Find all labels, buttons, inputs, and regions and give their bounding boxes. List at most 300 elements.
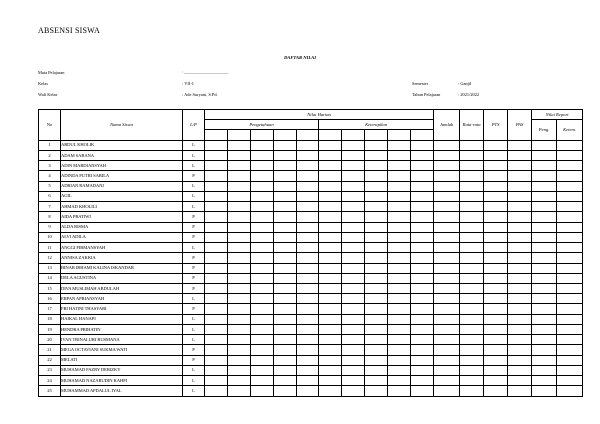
grade-cell[interactable] (251, 324, 274, 334)
grade-cell[interactable] (228, 335, 251, 345)
grade-cell[interactable] (251, 365, 274, 375)
grade-cell[interactable] (205, 253, 228, 263)
grade-cell[interactable] (557, 232, 583, 242)
grade-cell[interactable] (274, 314, 297, 324)
grade-cell[interactable] (460, 335, 484, 345)
grade-cell[interactable] (460, 294, 484, 304)
grade-cell[interactable] (484, 335, 508, 345)
grade-cell[interactable] (205, 355, 228, 365)
grade-cell[interactable] (251, 345, 274, 355)
grade-cell[interactable] (365, 355, 388, 365)
grade-cell[interactable] (342, 376, 365, 386)
grade-cell[interactable] (460, 191, 484, 201)
grade-cell[interactable] (297, 294, 319, 304)
grade-cell[interactable] (251, 202, 274, 212)
grade-cell[interactable] (484, 202, 508, 212)
grade-cell[interactable] (228, 161, 251, 171)
grade-cell[interactable] (388, 345, 411, 355)
grade-cell[interactable] (557, 181, 583, 191)
grade-cell[interactable] (434, 212, 460, 222)
grade-cell[interactable] (411, 181, 434, 191)
grade-cell[interactable] (557, 355, 583, 365)
grade-cell[interactable] (388, 232, 411, 242)
grade-cell[interactable] (274, 181, 297, 191)
grade-cell[interactable] (297, 243, 319, 253)
grade-cell[interactable] (532, 222, 557, 232)
grade-cell[interactable] (274, 365, 297, 375)
grade-cell[interactable] (460, 161, 484, 171)
grade-cell[interactable] (434, 314, 460, 324)
grade-cell[interactable] (251, 222, 274, 232)
grade-cell[interactable] (411, 324, 434, 334)
grade-cell[interactable] (388, 140, 411, 150)
grade-cell[interactable] (508, 253, 532, 263)
grade-cell[interactable] (411, 386, 434, 396)
grade-cell[interactable] (411, 202, 434, 212)
grade-cell[interactable] (274, 191, 297, 201)
grade-cell[interactable] (508, 263, 532, 273)
grade-cell[interactable] (388, 253, 411, 263)
grade-cell[interactable] (434, 283, 460, 293)
grade-cell[interactable] (434, 181, 460, 191)
grade-cell[interactable] (342, 140, 365, 150)
grade-cell[interactable] (508, 232, 532, 242)
grade-cell[interactable] (205, 161, 228, 171)
grade-cell[interactable] (228, 386, 251, 396)
grade-cell[interactable] (508, 150, 532, 160)
grade-cell[interactable] (274, 243, 297, 253)
grade-cell[interactable] (205, 324, 228, 334)
grade-cell[interactable] (319, 140, 342, 150)
grade-cell[interactable] (434, 386, 460, 396)
grade-cell[interactable] (205, 171, 228, 181)
grade-cell[interactable] (484, 355, 508, 365)
grade-cell[interactable] (388, 376, 411, 386)
grade-cell[interactable] (460, 273, 484, 283)
grade-cell[interactable] (297, 253, 319, 263)
grade-cell[interactable] (251, 253, 274, 263)
grade-cell[interactable] (205, 150, 228, 160)
grade-cell[interactable] (460, 253, 484, 263)
grade-cell[interactable] (365, 232, 388, 242)
grade-cell[interactable] (319, 150, 342, 160)
grade-cell[interactable] (532, 324, 557, 334)
grade-cell[interactable] (532, 150, 557, 160)
grade-cell[interactable] (508, 191, 532, 201)
grade-cell[interactable] (411, 304, 434, 314)
grade-cell[interactable] (365, 243, 388, 253)
grade-cell[interactable] (508, 222, 532, 232)
grade-cell[interactable] (460, 355, 484, 365)
grade-cell[interactable] (388, 202, 411, 212)
grade-cell[interactable] (508, 161, 532, 171)
grade-cell[interactable] (228, 171, 251, 181)
grade-cell[interactable] (297, 171, 319, 181)
grade-cell[interactable] (274, 376, 297, 386)
grade-cell[interactable] (532, 253, 557, 263)
grade-cell[interactable] (532, 283, 557, 293)
grade-cell[interactable] (228, 273, 251, 283)
grade-cell[interactable] (274, 150, 297, 160)
grade-cell[interactable] (557, 283, 583, 293)
grade-cell[interactable] (251, 171, 274, 181)
grade-cell[interactable] (228, 150, 251, 160)
grade-cell[interactable] (251, 150, 274, 160)
grade-cell[interactable] (388, 324, 411, 334)
grade-cell[interactable] (460, 345, 484, 355)
grade-cell[interactable] (508, 304, 532, 314)
grade-cell[interactable] (319, 232, 342, 242)
grade-cell[interactable] (484, 376, 508, 386)
grade-cell[interactable] (484, 191, 508, 201)
grade-cell[interactable] (508, 243, 532, 253)
grade-cell[interactable] (365, 161, 388, 171)
grade-cell[interactable] (274, 161, 297, 171)
grade-cell[interactable] (411, 222, 434, 232)
grade-cell[interactable] (434, 232, 460, 242)
grade-cell[interactable] (228, 304, 251, 314)
grade-cell[interactable] (508, 355, 532, 365)
grade-cell[interactable] (228, 345, 251, 355)
grade-cell[interactable] (251, 355, 274, 365)
grade-cell[interactable] (228, 314, 251, 324)
grade-cell[interactable] (484, 253, 508, 263)
grade-cell[interactable] (532, 314, 557, 324)
grade-cell[interactable] (297, 304, 319, 314)
grade-cell[interactable] (274, 283, 297, 293)
grade-cell[interactable] (388, 161, 411, 171)
grade-cell[interactable] (251, 232, 274, 242)
grade-cell[interactable] (205, 376, 228, 386)
grade-cell[interactable] (319, 181, 342, 191)
grade-cell[interactable] (365, 335, 388, 345)
grade-cell[interactable] (460, 202, 484, 212)
grade-cell[interactable] (434, 171, 460, 181)
grade-cell[interactable] (297, 161, 319, 171)
grade-cell[interactable] (411, 243, 434, 253)
grade-cell[interactable] (251, 243, 274, 253)
grade-cell[interactable] (532, 335, 557, 345)
grade-cell[interactable] (228, 365, 251, 375)
grade-cell[interactable] (434, 376, 460, 386)
grade-cell[interactable] (388, 171, 411, 181)
grade-cell[interactable] (319, 304, 342, 314)
grade-cell[interactable] (342, 243, 365, 253)
grade-cell[interactable] (297, 140, 319, 150)
grade-cell[interactable] (251, 212, 274, 222)
grade-cell[interactable] (365, 304, 388, 314)
grade-cell[interactable] (460, 314, 484, 324)
grade-cell[interactable] (532, 212, 557, 222)
grade-cell[interactable] (508, 314, 532, 324)
grade-cell[interactable] (557, 314, 583, 324)
grade-cell[interactable] (484, 150, 508, 160)
grade-cell[interactable] (484, 263, 508, 273)
grade-cell[interactable] (342, 202, 365, 212)
grade-cell[interactable] (274, 253, 297, 263)
grade-cell[interactable] (508, 202, 532, 212)
grade-cell[interactable] (484, 222, 508, 232)
grade-cell[interactable] (205, 232, 228, 242)
grade-cell[interactable] (411, 161, 434, 171)
grade-cell[interactable] (532, 243, 557, 253)
grade-cell[interactable] (319, 222, 342, 232)
grade-cell[interactable] (411, 314, 434, 324)
grade-cell[interactable] (365, 365, 388, 375)
grade-cell[interactable] (460, 386, 484, 396)
grade-cell[interactable] (228, 253, 251, 263)
grade-cell[interactable] (434, 191, 460, 201)
grade-cell[interactable] (411, 294, 434, 304)
grade-cell[interactable] (365, 140, 388, 150)
grade-cell[interactable] (342, 263, 365, 273)
grade-cell[interactable] (434, 365, 460, 375)
grade-cell[interactable] (205, 191, 228, 201)
grade-cell[interactable] (297, 324, 319, 334)
grade-cell[interactable] (411, 171, 434, 181)
grade-cell[interactable] (434, 345, 460, 355)
grade-cell[interactable] (228, 181, 251, 191)
grade-cell[interactable] (319, 345, 342, 355)
grade-cell[interactable] (342, 171, 365, 181)
grade-cell[interactable] (532, 345, 557, 355)
grade-cell[interactable] (205, 181, 228, 191)
grade-cell[interactable] (434, 202, 460, 212)
grade-cell[interactable] (251, 181, 274, 191)
grade-cell[interactable] (205, 314, 228, 324)
grade-cell[interactable] (319, 161, 342, 171)
grade-cell[interactable] (319, 202, 342, 212)
grade-cell[interactable] (434, 150, 460, 160)
grade-cell[interactable] (342, 345, 365, 355)
grade-cell[interactable] (251, 294, 274, 304)
grade-cell[interactable] (251, 304, 274, 314)
grade-cell[interactable] (532, 171, 557, 181)
grade-cell[interactable] (342, 335, 365, 345)
grade-cell[interactable] (508, 273, 532, 283)
grade-cell[interactable] (297, 355, 319, 365)
grade-cell[interactable] (205, 365, 228, 375)
grade-cell[interactable] (557, 150, 583, 160)
grade-cell[interactable] (228, 222, 251, 232)
grade-cell[interactable] (342, 253, 365, 263)
grade-cell[interactable] (342, 150, 365, 160)
grade-cell[interactable] (274, 222, 297, 232)
grade-cell[interactable] (251, 191, 274, 201)
grade-cell[interactable] (484, 140, 508, 150)
grade-cell[interactable] (365, 386, 388, 396)
grade-cell[interactable] (508, 345, 532, 355)
grade-cell[interactable] (434, 222, 460, 232)
grade-cell[interactable] (297, 212, 319, 222)
grade-cell[interactable] (484, 243, 508, 253)
grade-cell[interactable] (508, 181, 532, 191)
grade-cell[interactable] (388, 273, 411, 283)
grade-cell[interactable] (460, 222, 484, 232)
grade-cell[interactable] (557, 294, 583, 304)
grade-cell[interactable] (434, 243, 460, 253)
grade-cell[interactable] (274, 345, 297, 355)
grade-cell[interactable] (319, 324, 342, 334)
grade-cell[interactable] (508, 324, 532, 334)
grade-cell[interactable] (274, 304, 297, 314)
grade-cell[interactable] (460, 376, 484, 386)
grade-cell[interactable] (342, 212, 365, 222)
grade-cell[interactable] (484, 161, 508, 171)
grade-cell[interactable] (205, 345, 228, 355)
grade-cell[interactable] (484, 345, 508, 355)
grade-cell[interactable] (365, 273, 388, 283)
grade-cell[interactable] (557, 263, 583, 273)
grade-cell[interactable] (388, 335, 411, 345)
grade-cell[interactable] (484, 171, 508, 181)
grade-cell[interactable] (557, 140, 583, 150)
grade-cell[interactable] (297, 273, 319, 283)
grade-cell[interactable] (411, 335, 434, 345)
grade-cell[interactable] (460, 365, 484, 375)
grade-cell[interactable] (274, 232, 297, 242)
grade-cell[interactable] (388, 386, 411, 396)
grade-cell[interactable] (342, 365, 365, 375)
grade-cell[interactable] (557, 161, 583, 171)
grade-cell[interactable] (434, 324, 460, 334)
grade-cell[interactable] (228, 376, 251, 386)
grade-cell[interactable] (319, 355, 342, 365)
grade-cell[interactable] (532, 273, 557, 283)
grade-cell[interactable] (532, 386, 557, 396)
grade-cell[interactable] (274, 171, 297, 181)
grade-cell[interactable] (319, 273, 342, 283)
grade-cell[interactable] (388, 150, 411, 160)
grade-cell[interactable] (388, 243, 411, 253)
grade-cell[interactable] (319, 253, 342, 263)
grade-cell[interactable] (388, 365, 411, 375)
grade-cell[interactable] (460, 243, 484, 253)
grade-cell[interactable] (557, 335, 583, 345)
grade-cell[interactable] (484, 365, 508, 375)
grade-cell[interactable] (484, 273, 508, 283)
grade-cell[interactable] (319, 376, 342, 386)
grade-cell[interactable] (460, 263, 484, 273)
grade-cell[interactable] (297, 232, 319, 242)
grade-cell[interactable] (411, 345, 434, 355)
grade-cell[interactable] (532, 376, 557, 386)
grade-cell[interactable] (205, 335, 228, 345)
grade-cell[interactable] (411, 212, 434, 222)
grade-cell[interactable] (557, 212, 583, 222)
grade-cell[interactable] (319, 263, 342, 273)
grade-cell[interactable] (411, 232, 434, 242)
grade-cell[interactable] (508, 171, 532, 181)
grade-cell[interactable] (342, 232, 365, 242)
grade-cell[interactable] (411, 283, 434, 293)
grade-cell[interactable] (557, 273, 583, 283)
grade-cell[interactable] (434, 355, 460, 365)
grade-cell[interactable] (484, 304, 508, 314)
grade-cell[interactable] (484, 212, 508, 222)
grade-cell[interactable] (365, 253, 388, 263)
grade-cell[interactable] (297, 283, 319, 293)
grade-cell[interactable] (342, 191, 365, 201)
grade-cell[interactable] (434, 335, 460, 345)
grade-cell[interactable] (251, 386, 274, 396)
grade-cell[interactable] (297, 263, 319, 273)
grade-cell[interactable] (205, 304, 228, 314)
grade-cell[interactable] (460, 212, 484, 222)
grade-cell[interactable] (297, 181, 319, 191)
grade-cell[interactable] (557, 222, 583, 232)
grade-cell[interactable] (297, 150, 319, 160)
grade-cell[interactable] (205, 273, 228, 283)
grade-cell[interactable] (532, 263, 557, 273)
grade-cell[interactable] (342, 355, 365, 365)
grade-cell[interactable] (228, 232, 251, 242)
grade-cell[interactable] (251, 263, 274, 273)
grade-cell[interactable] (228, 263, 251, 273)
grade-cell[interactable] (251, 283, 274, 293)
grade-cell[interactable] (274, 202, 297, 212)
grade-cell[interactable] (297, 314, 319, 324)
grade-cell[interactable] (411, 273, 434, 283)
grade-cell[interactable] (434, 273, 460, 283)
grade-cell[interactable] (228, 140, 251, 150)
grade-cell[interactable] (297, 202, 319, 212)
grade-cell[interactable] (205, 294, 228, 304)
grade-cell[interactable] (411, 263, 434, 273)
grade-cell[interactable] (297, 365, 319, 375)
grade-cell[interactable] (319, 283, 342, 293)
grade-cell[interactable] (508, 386, 532, 396)
grade-cell[interactable] (319, 386, 342, 396)
grade-cell[interactable] (297, 376, 319, 386)
grade-cell[interactable] (228, 283, 251, 293)
grade-cell[interactable] (557, 365, 583, 375)
grade-cell[interactable] (365, 191, 388, 201)
grade-cell[interactable] (342, 161, 365, 171)
grade-cell[interactable] (251, 335, 274, 345)
grade-cell[interactable] (365, 376, 388, 386)
grade-cell[interactable] (205, 243, 228, 253)
grade-cell[interactable] (274, 273, 297, 283)
grade-cell[interactable] (251, 314, 274, 324)
grade-cell[interactable] (557, 386, 583, 396)
grade-cell[interactable] (251, 273, 274, 283)
grade-cell[interactable] (365, 212, 388, 222)
grade-cell[interactable] (274, 355, 297, 365)
grade-cell[interactable] (460, 140, 484, 150)
grade-cell[interactable] (342, 283, 365, 293)
grade-cell[interactable] (297, 222, 319, 232)
grade-cell[interactable] (205, 283, 228, 293)
grade-cell[interactable] (557, 376, 583, 386)
grade-cell[interactable] (342, 314, 365, 324)
grade-cell[interactable] (388, 212, 411, 222)
grade-cell[interactable] (205, 263, 228, 273)
grade-cell[interactable] (319, 191, 342, 201)
grade-cell[interactable] (434, 161, 460, 171)
grade-cell[interactable] (532, 140, 557, 150)
grade-cell[interactable] (508, 212, 532, 222)
grade-cell[interactable] (460, 232, 484, 242)
grade-cell[interactable] (274, 324, 297, 334)
grade-cell[interactable] (434, 140, 460, 150)
grade-cell[interactable] (319, 171, 342, 181)
grade-cell[interactable] (228, 243, 251, 253)
grade-cell[interactable] (557, 345, 583, 355)
grade-cell[interactable] (508, 283, 532, 293)
grade-cell[interactable] (508, 365, 532, 375)
grade-cell[interactable] (388, 355, 411, 365)
